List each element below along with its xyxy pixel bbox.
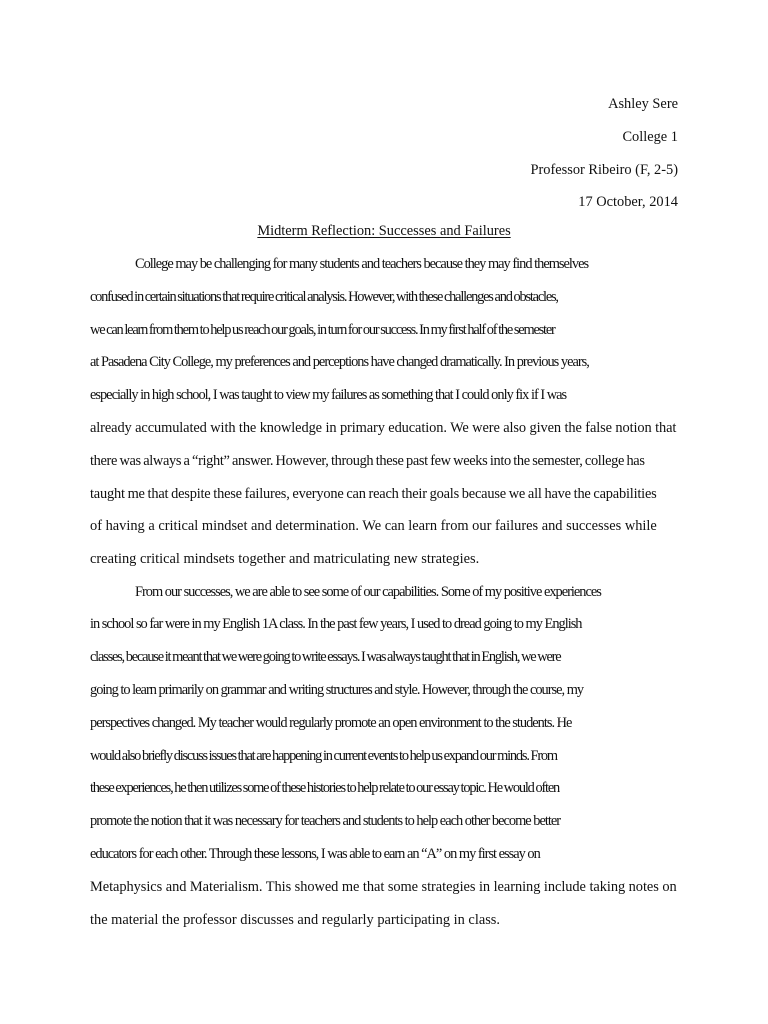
paragraph-line: classes, because it meant that we were going to write essays. I was always taught that in English, we were [90, 649, 561, 666]
paragraph-line: in school so far were in my English 1A class. In the past few years, I used to dread going to my English [90, 616, 582, 633]
paragraph-line: going to learn primarily on grammar and writing structures and style. However, through the course, my [90, 681, 584, 698]
paragraph-line: there was always a “right” answer. However, through these past few weeks into the semester, college has [90, 452, 645, 469]
paragraph-line: already accumulated with the knowledge in primary education. We were also given the false notion that [90, 419, 677, 436]
paragraph-line: at Pasadena City College, my preferences and perceptions have changed dramatically. In previous years, [90, 354, 589, 371]
paragraph-line: Metaphysics and Materialism. This showed me that some strategies in learning include taking notes on [90, 878, 677, 895]
paragraph-line: of having a critical mindset and determination. We can learn from our failures and successes while [90, 518, 657, 535]
essay-header [530, 88, 678, 219]
paragraph-line: especially in high school, I was taught to view my failures as something that I could only fix if I was [90, 387, 567, 404]
essay-date: 17 October, 2014 [578, 194, 678, 211]
paragraph-line: we can learn from them to help us reach our goals, in turn for our success. In my first half of the semester [90, 321, 555, 338]
essay-title: Midterm Reflection: Successes and Failures [257, 223, 511, 239]
paragraph-line: confused in certain situations that require critical analysis. However, with these challenges and obstacles, [90, 288, 558, 305]
paragraph-line: these experiences, he then utilizes some of these histories to help relate to our essay topic. He would often [90, 780, 560, 797]
professor-name: Professor Ribeiro (F, 2-5) [530, 161, 678, 178]
paragraph-1 [90, 248, 676, 576]
course-name: College 1 [622, 128, 678, 145]
paragraph-line: From our successes, we are able to see some of our capabilities. Some of my positive experiences [135, 583, 601, 600]
paragraph-line: the material the professor discusses and regularly participating in class. [90, 911, 501, 928]
paragraph-2 [90, 576, 677, 937]
paragraph-line: promote the notion that it was necessary for teachers and students to help each other become better [90, 813, 561, 830]
student-name: Ashley Sere [608, 96, 678, 112]
paragraph-line: creating critical mindsets together and matriculating new strategies. [90, 551, 480, 568]
paragraph-line: College may be challenging for many students and teachers because they may find themselves [135, 256, 589, 272]
paragraph-line: perspectives changed. My teacher would regularly promote an open environment to the students. He [90, 714, 572, 731]
paragraph-line: educators for each other. Through these lessons, I was able to earn an “A” on my first essay on [90, 845, 540, 862]
paragraph-line: would also briefly discuss issues that are happening in current events to help us expand our minds. From [90, 747, 557, 764]
paragraph-line: taught me that despite these failures, everyone can reach their goals because we all have the capabilities [90, 485, 657, 502]
